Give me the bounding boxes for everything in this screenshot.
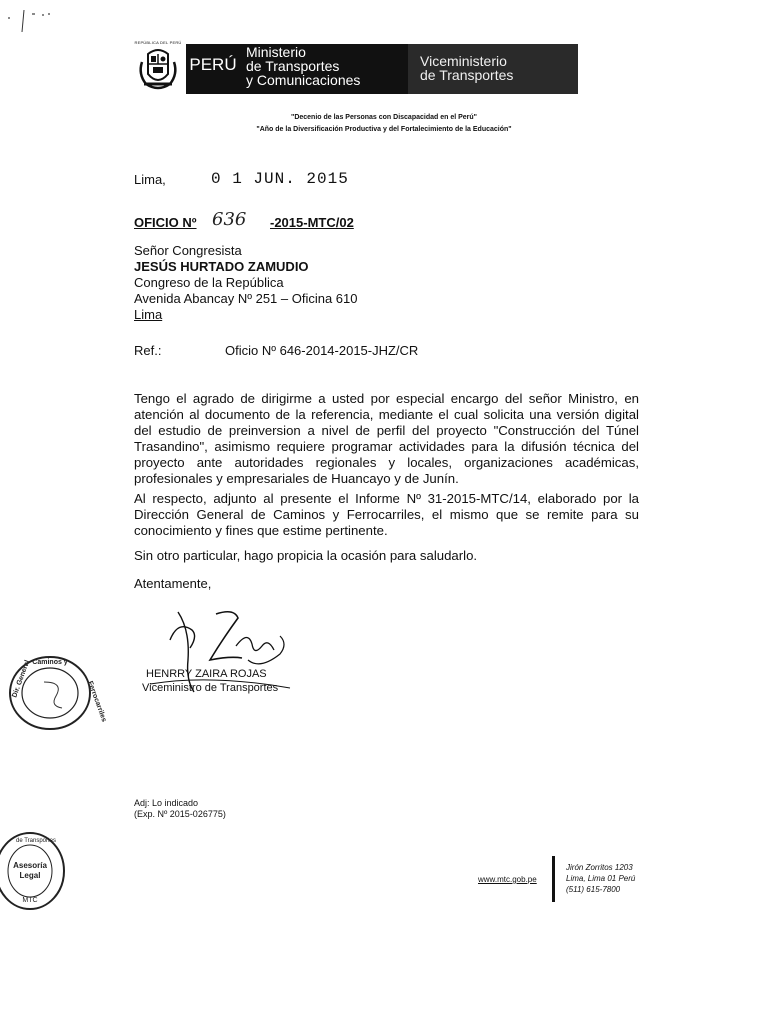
svg-text:Ferrocarriles: Ferrocarriles: [86, 680, 108, 723]
svg-text:de Transportes: de Transportes: [15, 838, 57, 844]
letter-date-stamp: 0 1 JUN. 2015: [211, 170, 349, 188]
legal-advisory-round-stamp: [0, 830, 70, 912]
peru-coat-of-arms-icon: [136, 44, 180, 94]
footer-divider: [552, 856, 555, 902]
ministry-name: [246, 45, 360, 87]
recipient-salutation: Señor Congresista: [134, 243, 242, 258]
svg-text:Legal: Legal: [19, 871, 41, 880]
recipient-block: [134, 243, 358, 323]
address-city: Lima, Lima 01 Perú: [566, 874, 636, 883]
signer-title: Viceministro de Transportes: [142, 682, 279, 694]
viceministry-line-1: Viceministerio: [420, 53, 507, 69]
ministry-line-3: y Comunicaciones: [246, 72, 361, 88]
dgcf-round-stamp: [4, 652, 108, 734]
website-link[interactable]: www.mtc.gob.pe: [478, 875, 537, 884]
recipient-city: Lima: [134, 307, 163, 322]
year-motto: "Año de la Diversificación Productiva y del Fortalecimiento de la Educación": [256, 126, 512, 133]
footer-address: [566, 862, 635, 895]
seal-caption: REPÚBLICA DEL PERÚ: [134, 40, 182, 45]
oficio-handwritten-number: 636: [212, 209, 247, 230]
body-paragraph-1: Tengo el agrado de dirigirme a usted por especial encargo del señor Ministro, en atención al documento de la referencia, mediante el cual solicita una versión digital del estudio de preinversion a nivel de perfil del proyecto "Construcción del Túnel Trasandino", asimismo requiere programar actividades para la difusión técnica del proyecto ante autoridades regionales y locales, organizaciones académicas, profesionales y empresariales de Huancayo y de Junín.: [134, 391, 639, 486]
address-street: Jirón Zorritos 1203: [566, 863, 633, 872]
letter-city: Lima,: [134, 172, 166, 187]
svg-text:Dir. General: Dir. General: [11, 659, 32, 699]
oficio-suffix: -2015-MTC/02: [270, 215, 354, 230]
closing-phrase: Atentamente,: [134, 576, 212, 591]
address-phone: (511) 615-7800: [566, 885, 621, 894]
peru-logo-text: PERÚ: [189, 55, 237, 74]
oficio-prefix: OFICIO Nº: [134, 215, 197, 230]
body-paragraph-2: Al respecto, adjunto al presente el Informe Nº 31-2015-MTC/14, elaborado por la Dirección General de Caminos y Ferrocarriles, el mismo que se remite para su conocimiento y fines que estime pertinente.: [134, 491, 639, 538]
recipient-institution: Congreso de la República: [134, 275, 284, 290]
viceministry-name: [420, 54, 513, 82]
decade-motto: "Decenio de las Personas con Discapacidad en el Perú": [291, 114, 477, 121]
svg-text:Caminos y: Caminos y: [32, 659, 68, 666]
body-paragraph-3: Sin otro particular, hago propicia la ocasión para saludarlo.: [134, 548, 478, 563]
reference-value: Oficio Nº 646-2014-2015-JHZ/CR: [225, 343, 419, 358]
viceministry-line-2: de Transportes: [420, 67, 514, 83]
reference-label: Ref.:: [134, 343, 162, 358]
ministry-line-2: de Transportes: [246, 58, 340, 74]
recipient-name: JESÚS HURTADO ZAMUDIO: [134, 259, 309, 274]
ministry-line-1: Ministerio: [246, 44, 306, 60]
svg-text:MTC: MTC: [22, 897, 38, 904]
scan-marks: [2, 6, 72, 36]
attachment-note: Adj: Lo indicado: [134, 798, 199, 808]
expediente-number: (Exp. Nº 2015-026775): [134, 809, 226, 819]
svg-text:Asesoría: Asesoría: [13, 861, 47, 870]
signer-name: HENRRY ZAIRA ROJAS: [146, 668, 267, 680]
recipient-address: Avenida Abancay Nº 251 – Oficina 610: [134, 291, 358, 306]
